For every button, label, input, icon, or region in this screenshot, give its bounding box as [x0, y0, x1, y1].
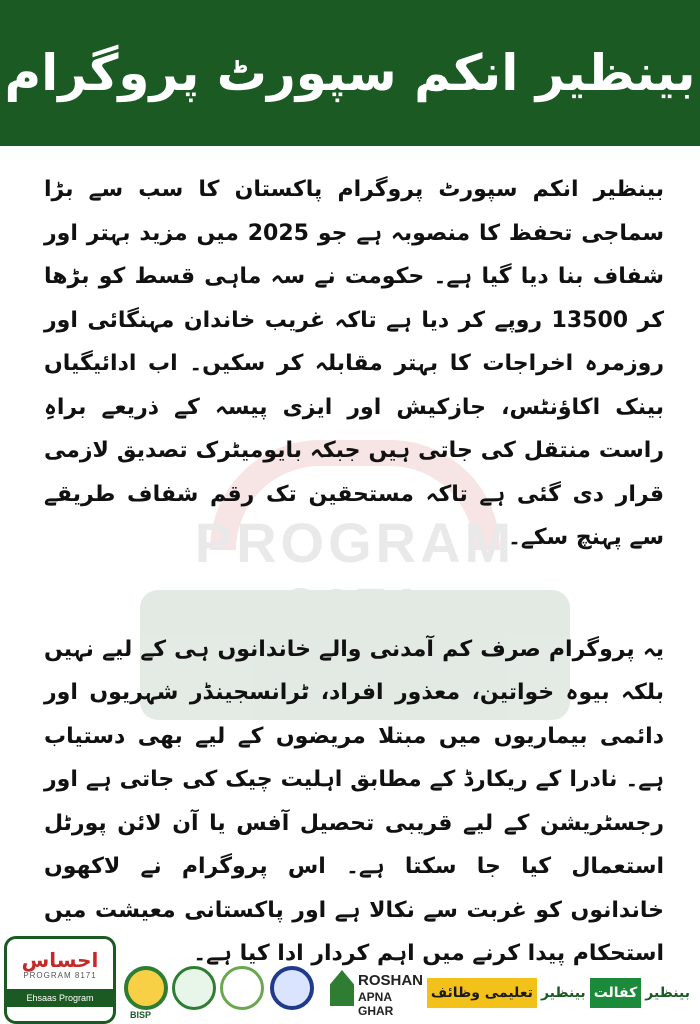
article-body — [44, 168, 664, 976]
ehsaas-label: Ehsaas Program — [7, 989, 113, 1007]
page-title: بینظیر انکم سپورٹ پروگرام — [4, 44, 696, 102]
person-logo-icon — [172, 966, 216, 1010]
ehsaas-program-number: PROGRAM 8171 — [23, 970, 97, 980]
page-header — [0, 0, 700, 146]
bisp-label: BISP — [130, 1010, 152, 1020]
ehsaas-program-logo — [4, 936, 116, 1024]
benazir-tag-1: بینظیر — [537, 978, 590, 1008]
watermark-text: PROGRAM 8171 — [194, 511, 516, 639]
partner-logos — [124, 964, 298, 1020]
paragraph-1: بینظیر انکم سپورٹ پروگرام پاکستان کا سب سے بڑا سماجی تحفظ کا منصوبہ ہے جو 2025 میں مزید بہتر اور شفاف بنا دیا گیا ہے۔ حکومت نے سہ ماہی قسط کو بڑھا کر 13500 روپے کر دیا ہے تاکہ غریب خاندان مہنگائی اور روزمرہ اخراجات کا بہتر مقابلہ کر سکیں۔ اب ادائیگیاں بینک اکاؤنٹس، جازکیش اور ایزی پیسہ کے ذریعے براہِ راست منتقل کی جاتی ہیں جبکہ بایومیٹرک تصدیق لازمی قرار دی گئی ہے تاکہ مستحقین تک رقم شفاف طریقے سے پہنچ سکے۔ — [44, 177, 665, 550]
benazir-tag-2: بینظیر — [641, 978, 694, 1008]
ehsaas-urdu-text: احساس — [21, 947, 99, 972]
kafalat-tag: کفالت — [590, 978, 642, 1008]
taleemi-wazaif-tag: تعلیمی وظائف — [427, 978, 537, 1008]
footer-logos-bar — [0, 930, 700, 1024]
bisp-logo-icon — [124, 966, 168, 1010]
program-tags — [427, 978, 694, 1008]
paragraph-2: یہ پروگرام صرف کم آمدنی والے خاندانوں ہی کے لیے نہیں بلکہ بیوہ خواتین، معذور افراد، ٹرانسجینڈر شہریوں اور دائمی بیماریوں میں مبتلا مریضوں کے لیے بھی دستیاب ہے۔ نادرا کے ریکارڈ کے مطابق اہلیت چیک کی جاتی ہے اور رجسٹریشن کے لیے قریبی تحصیل آفس یا آن لائن پورٹل استعمال کیا جا سکتا ہے۔ اس پروگرام نے لاکھوں خاندانوں کو غربت سے نکالا ہے اور پاکستانی معیشت میں استحکام پیدا کرنے میں اہم کردار ادا کیا ہے۔ — [44, 636, 664, 966]
family-logo-icon — [220, 966, 264, 1010]
roshan-apna-ghar-logo — [330, 968, 424, 1018]
apna-ghar-text: APNA GHAR — [358, 990, 394, 1018]
emblem-logo-icon — [270, 966, 314, 1010]
house-icon — [330, 970, 354, 1006]
roshan-text: ROSHAN — [358, 972, 424, 989]
